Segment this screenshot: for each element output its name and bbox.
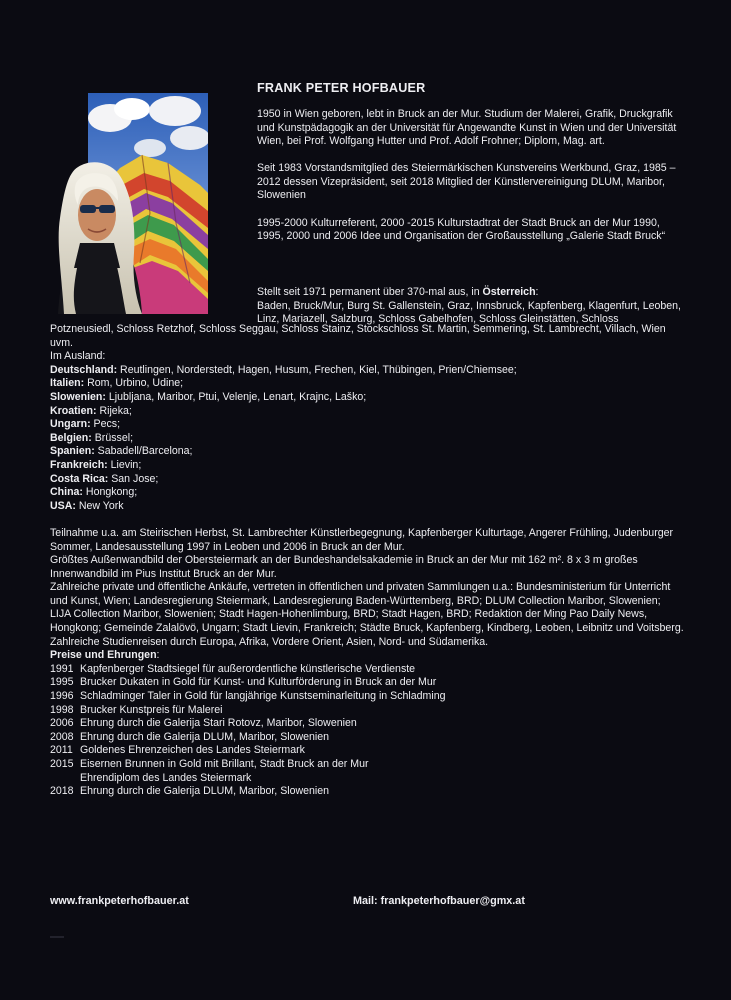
abroad-places: Ljubljana, Maribor, Ptui, Velenje, Lenart, Krajnc, Laško; bbox=[105, 390, 367, 403]
mail-address[interactable]: Mail: frankpeterhofbauer@gmx.at bbox=[353, 895, 525, 907]
abroad-country: Slowenien: bbox=[50, 390, 106, 403]
abroad-item-belgien bbox=[50, 432, 684, 446]
abroad-country: China: bbox=[50, 486, 83, 499]
award-text: Schladminger Taler in Gold für langjährige Kunstseminarleitung in Schladming bbox=[80, 690, 446, 703]
abroad-places: Sabadell/Barcelona; bbox=[94, 445, 193, 458]
award-text-line-2: Ehrendiplom des Landes Steiermark bbox=[80, 771, 252, 784]
award-year: 1998 bbox=[50, 703, 74, 716]
award-text: Brucker Kunstpreis für Malerei bbox=[80, 703, 223, 716]
participation-paragraph: Teilnahme u.a. am Steirischen Herbst, St. Lambrechter Künstlerbegegnung, Kapfenberger Kulturtage, Angerer Frühling, Judenburger Sommer, Landesausstellung 1997 in Leoben und 2006 in Bruck an der Mur. bbox=[50, 526, 674, 553]
bio-paragraph-culture-office: 1995-2000 Kulturreferent, 2000 -2015 Kulturstadtrat der Stadt Bruck an der Mur 1990, 1995, 2000 und 2006 Idee und Organisation der Großausstellung „Galerie Stadt Bruck“ bbox=[257, 216, 666, 243]
abroad-places: Hongkong; bbox=[82, 486, 138, 499]
award-year: 2006 bbox=[50, 717, 74, 730]
abroad-item-deutschland bbox=[50, 364, 684, 378]
abroad-places: New York bbox=[75, 499, 124, 512]
abroad-heading: Im Ausland: bbox=[50, 350, 106, 363]
award-item bbox=[50, 785, 684, 799]
award-item bbox=[50, 690, 684, 704]
award-item bbox=[50, 717, 684, 731]
award-year: 1991 bbox=[50, 662, 74, 675]
abroad-country: Kroatien: bbox=[50, 404, 97, 417]
austria-colon: : bbox=[535, 286, 539, 298]
awards-list bbox=[50, 663, 684, 799]
bio-paragraph-werkbund: Seit 1983 Vorstandsmitglied des Steiermärkischen Kunstvereins Werkbund, Graz, 1985 – 2012 dessen Vizepräsident, seit 2018 Mitglied der Künstlervereinigung DLUM, Maribor, Slowenien bbox=[257, 162, 676, 202]
abroad-item-italien bbox=[50, 377, 684, 391]
austria-places-rest: Potzneusiedl, Schloss Retzhof, Schloss Seggau, Schloss Stainz, Stockschloss St. Martin, Semmering, St. Lambrecht, Villach, Wien uvm. bbox=[50, 323, 666, 349]
abroad-country: USA: bbox=[50, 499, 76, 512]
award-year: 2008 bbox=[50, 730, 74, 743]
awards-heading-text: Preise und Ehrungen bbox=[50, 649, 157, 662]
painting-and-portrait-illustration bbox=[50, 93, 208, 314]
award-text: Brucker Dukaten in Gold für Kunst- und Kulturförderung in Bruck an der Mur bbox=[80, 676, 437, 689]
award-text bbox=[80, 758, 684, 785]
bio-paragraph-education: 1950 in Wien geboren, lebt in Bruck an der Mur. Studium der Malerei, Grafik, Druckgrafik und Kunstpädagogik an der Universität für Angewandte Kunst in Wien und der Universität Wien, bei Prof. Wolfgang Hutter und Prof. Adolf Frohner; Diplom, Mag. art. bbox=[257, 108, 677, 148]
main-text-flow bbox=[50, 323, 684, 799]
award-item bbox=[50, 731, 684, 745]
abroad-item-spanien bbox=[50, 445, 684, 459]
austria-places-first: Baden, Bruck/Mur, Burg St. Gallenstein, Graz, Innsbruck, Kapfenberg, Klagenfurt, Leoben, Linz, Mariazell, Salzburg, Schloss Gabelhofen, Schloss Gleinstätten, Schloss bbox=[257, 299, 681, 326]
awards-heading-colon: : bbox=[156, 649, 160, 662]
award-item bbox=[50, 704, 684, 718]
abroad-places: Rijeka; bbox=[96, 404, 132, 417]
abroad-places: Rom, Urbino, Udine; bbox=[84, 377, 184, 390]
awards-heading bbox=[50, 649, 684, 663]
collections-paragraph: Zahlreiche private und öffentliche Ankäufe, vertreten in öffentlichen und privaten Sammlungen u.a.: Bundesministerium für Unterricht und Kunst, Wien; Landesregierung Steiermark, Landesregierung Baden-Württemberg, BRD; DLUM Collection Maribor, Slowenien; LIJA Collection Maribor, Slowenien; Stadt Hagen-Hohenlimburg, BRD; Stadt Hagen, BRD; Redaktion der Ming Pao Daily News, Hongkong; Gemeinde Zalalövö, Ungarn; Stadt Lievin, Frankreich; Städte Bruck, Kapfenberg, Kindberg, Leoben, Leibnitz und Voitsberg. bbox=[50, 581, 684, 635]
award-item bbox=[50, 744, 684, 758]
website-link[interactable]: www.frankpeterhofbauer.at bbox=[50, 895, 189, 907]
intro-section bbox=[257, 108, 687, 257]
award-text-line-1: Eisernen Brunnen in Gold mit Brillant, Stadt Bruck an der Mur bbox=[80, 758, 369, 770]
austria-lead-text: Stellt seit 1971 permanent über 370-mal aus, in bbox=[257, 286, 483, 298]
abroad-country: Frankreich: bbox=[50, 458, 108, 471]
abroad-item-costa-rica bbox=[50, 473, 684, 487]
abroad-country: Italien: bbox=[50, 377, 85, 390]
abroad-places: Lievin; bbox=[107, 458, 142, 471]
austria-exhibitions-lead bbox=[257, 286, 687, 327]
abroad-country: Deutschland: bbox=[50, 363, 118, 376]
award-text: Ehrung durch die Galerija DLUM, Maribor, Slowenien bbox=[80, 785, 330, 798]
abroad-item-slowenien bbox=[50, 391, 684, 405]
award-text: Kapfenberger Stadtsiegel für außerordentliche künstlerische Verdienste bbox=[80, 662, 416, 675]
award-text: Ehrung durch die Galerija DLUM, Maribor, Slowenien bbox=[80, 730, 330, 743]
award-year: 2018 bbox=[50, 785, 74, 798]
award-year: 2011 bbox=[50, 744, 73, 757]
abroad-item-kroatien bbox=[50, 405, 684, 419]
abroad-country: Belgien: bbox=[50, 431, 92, 444]
award-text: Goldenes Ehrenzeichen des Landes Steiermark bbox=[80, 744, 305, 757]
award-item bbox=[50, 758, 684, 785]
award-item bbox=[50, 663, 684, 677]
abroad-places: San Jose; bbox=[108, 472, 159, 485]
award-year: 2015 bbox=[50, 758, 74, 770]
abroad-places: Reutlingen, Norderstedt, Hagen, Husum, Frechen, Kiel, Thübingen, Prien/Chiemsee; bbox=[117, 363, 517, 376]
abroad-country: Ungarn: bbox=[50, 418, 91, 431]
award-year: 1996 bbox=[50, 690, 74, 703]
portrait-photo-icon bbox=[50, 93, 208, 314]
award-text: Ehrung durch die Galerija Stari Rotovz, Maribor, Slowenien bbox=[80, 717, 357, 730]
abroad-list bbox=[50, 364, 684, 514]
abroad-item-frankreich bbox=[50, 459, 684, 473]
award-item bbox=[50, 676, 684, 690]
travel-paragraph: Zahlreiche Studienreisen durch Europa, Afrika, Vordere Orient, Asien, Nord- und Südamerika. bbox=[50, 635, 489, 648]
abroad-country: Spanien: bbox=[50, 445, 95, 458]
abroad-places: Pecs; bbox=[90, 418, 121, 431]
page-corner-mark bbox=[50, 936, 64, 938]
abroad-item-usa bbox=[50, 500, 684, 514]
abroad-country: Costa Rica: bbox=[50, 472, 109, 485]
abroad-places: Brüssel; bbox=[91, 431, 134, 444]
austria-country: Österreich bbox=[482, 286, 536, 298]
abroad-item-china bbox=[50, 486, 684, 500]
award-year: 1995 bbox=[50, 676, 74, 689]
artist-name: FRANK PETER HOFBAUER bbox=[257, 81, 426, 95]
murals-paragraph: Größtes Außenwandbild der Obersteiermark an der Bundeshandelsakademie in Bruck an der Mur mit 162 m². 8 x 3 m großes Innenwandbild im Pius Institut Bruck an der Mur. bbox=[50, 554, 638, 580]
abroad-item-ungarn bbox=[50, 418, 684, 432]
